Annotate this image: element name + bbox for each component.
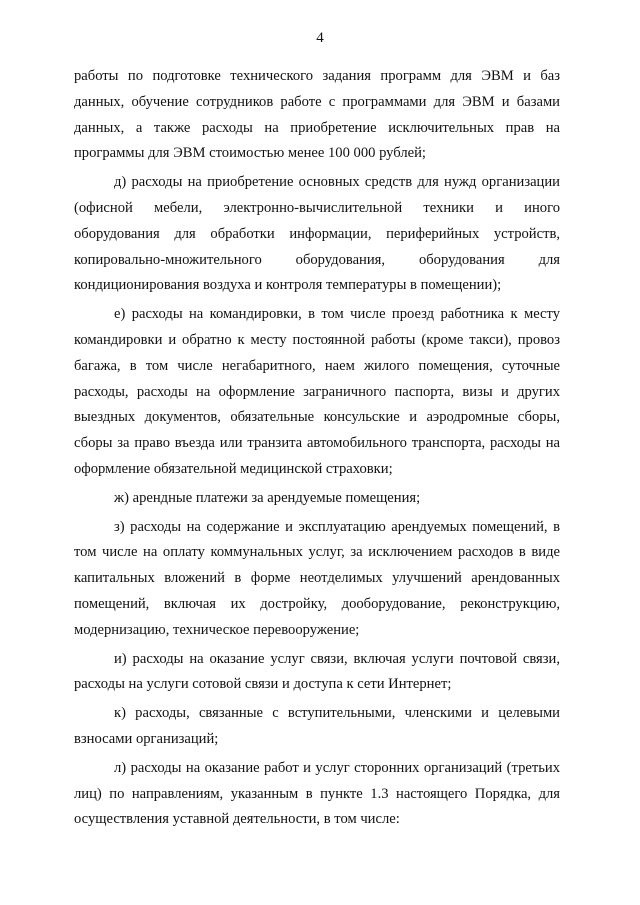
paragraph-item-z: з) расходы на содержание и эксплуатацию арендуемых помещений, в том числе на оплату коммунальных услуг, за исключением расходов в виде капитальных вложений в форме неотделимых улучшений арендованных помещений, включая их достройку, дооборудование, реконструкцию, модернизацию, техническое перевооружение; [74, 518, 560, 638]
paragraph-item-zh: ж) арендные платежи за арендуемые помещения; [114, 489, 421, 506]
paragraph-item-e: е) расходы на командировки, в том числе проезд работника к месту командировки и обратно к месту постоянной работы (кроме такси), провоз багажа, в том числе негабаритного, наем жилого помещения, суточные расходы, расходы на оформление заграничного паспорта, визы и других выездных документов, обязательные консульские и аэродромные сборы, сборы за право въезда или транзита автомобильного транспорта, расходы на оформление обязательной медицинской страховки; [74, 306, 560, 477]
paragraph-item-i: и) расходы на оказание услуг связи, включая услуги почтовой связи, расходы на услуги сотовой связи и доступа к сети Интернет; [74, 650, 560, 693]
paragraph-item-d: д) расходы на приобретение основных средств для нужд организации (офисной мебели, электронно-вычислительной техники и иного оборудования для обработки информации, периферийных устройств, копировально-множительного оборудования, оборудования для кондиционирования воздуха и контроля температуры в помещении); [74, 174, 560, 294]
paragraph-continuation: работы по подготовке технического задания программ для ЭВМ и баз данных, обучение сотрудников работе с программами для ЭВМ и базами данных, а также расходы на приобретение исключительных прав на программы для ЭВМ стоимостью менее 100 000 рублей; [74, 68, 560, 162]
paragraph-item-k: к) расходы, связанные с вступительными, членскими и целевыми взносами организаций; [74, 705, 560, 747]
paragraph-item-l: л) расходы на оказание работ и услуг сторонних организаций (третьих лиц) по направлениям, указанным в пункте 1.3 настоящего Порядка, для осуществления уставной деятельности, в том числе: [74, 759, 560, 828]
page-number: 4 [316, 30, 324, 46]
document-body [74, 64, 560, 836]
